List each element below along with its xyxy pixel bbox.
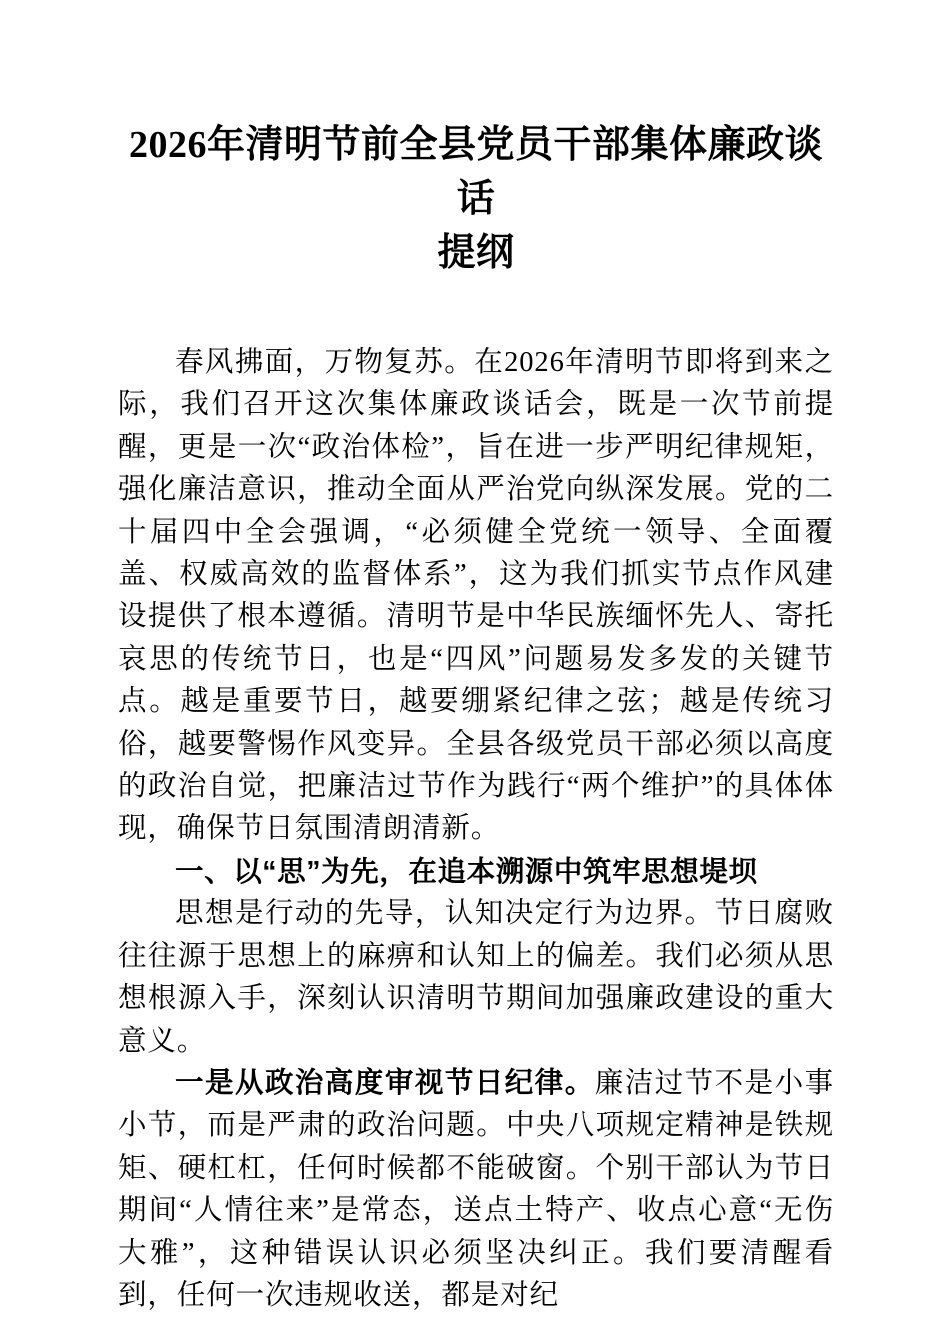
point-one-paragraph	[118, 1063, 834, 1317]
point-one-lead: 一是从政治高度审视节日纪律。	[175, 1067, 595, 1099]
title-line-1: 2026年清明节前全县党员干部集体廉政谈话	[128, 124, 823, 220]
page-title	[118, 118, 834, 280]
section-one-paragraph: 思想是行动的先导，认知决定行为边界。节日腐败往往源于思想上的麻痹和认知上的偏差。我们必须从思想根源入手，深刻认识清明节期间加强廉政建设的重大意义。	[118, 898, 834, 1057]
intro-paragraph: 春风拂面，万物复苏。在2026年清明节即将到来之际，我们召开这次集体廉政谈话会，既是一次节前提醒，更是一次“政治体检”，旨在进一步严明纪律规矩，强化廉洁意识，推动全面从严治党向纵深发展。党的二十届四中全会强调，“必须健全党统一领导、全面覆盖、权威高效的监督体系”，这为我们抓实节点作风建设提供了根本遵循。清明节是中华民族缅怀先人、寄托哀思的传统节日，也是“四风”问题易发多发的关键节点。越是重要节日，越要绷紧纪律之弦；越是传统习俗，越要警惕作风变异。全县各级党员干部必须以高度的政治自觉，把廉洁过节作为践行“两个维护”的具体体现，确保节日氛围清朗清新。	[118, 347, 834, 845]
title-line-2: 提纲	[437, 232, 515, 274]
section-heading-one: 一、以“思”为先，在追本溯源中筑牢思想堤坝	[175, 855, 758, 888]
point-one-body: 廉洁过节不是小事小节，而是严肃的政治问题。中央八项规定精神是铁规矩、硬杠杠，任何时候都不能破窗。个别干部认为节日期间“人情往来”是常态，送点土特产、收点心意“无伤大雅”，这种错误认识必须坚决纠正。我们要清醒看到，任何一次违规收送，都是对纪	[118, 1067, 834, 1311]
page-content-area	[118, 118, 834, 1317]
title-spacer	[118, 280, 834, 342]
